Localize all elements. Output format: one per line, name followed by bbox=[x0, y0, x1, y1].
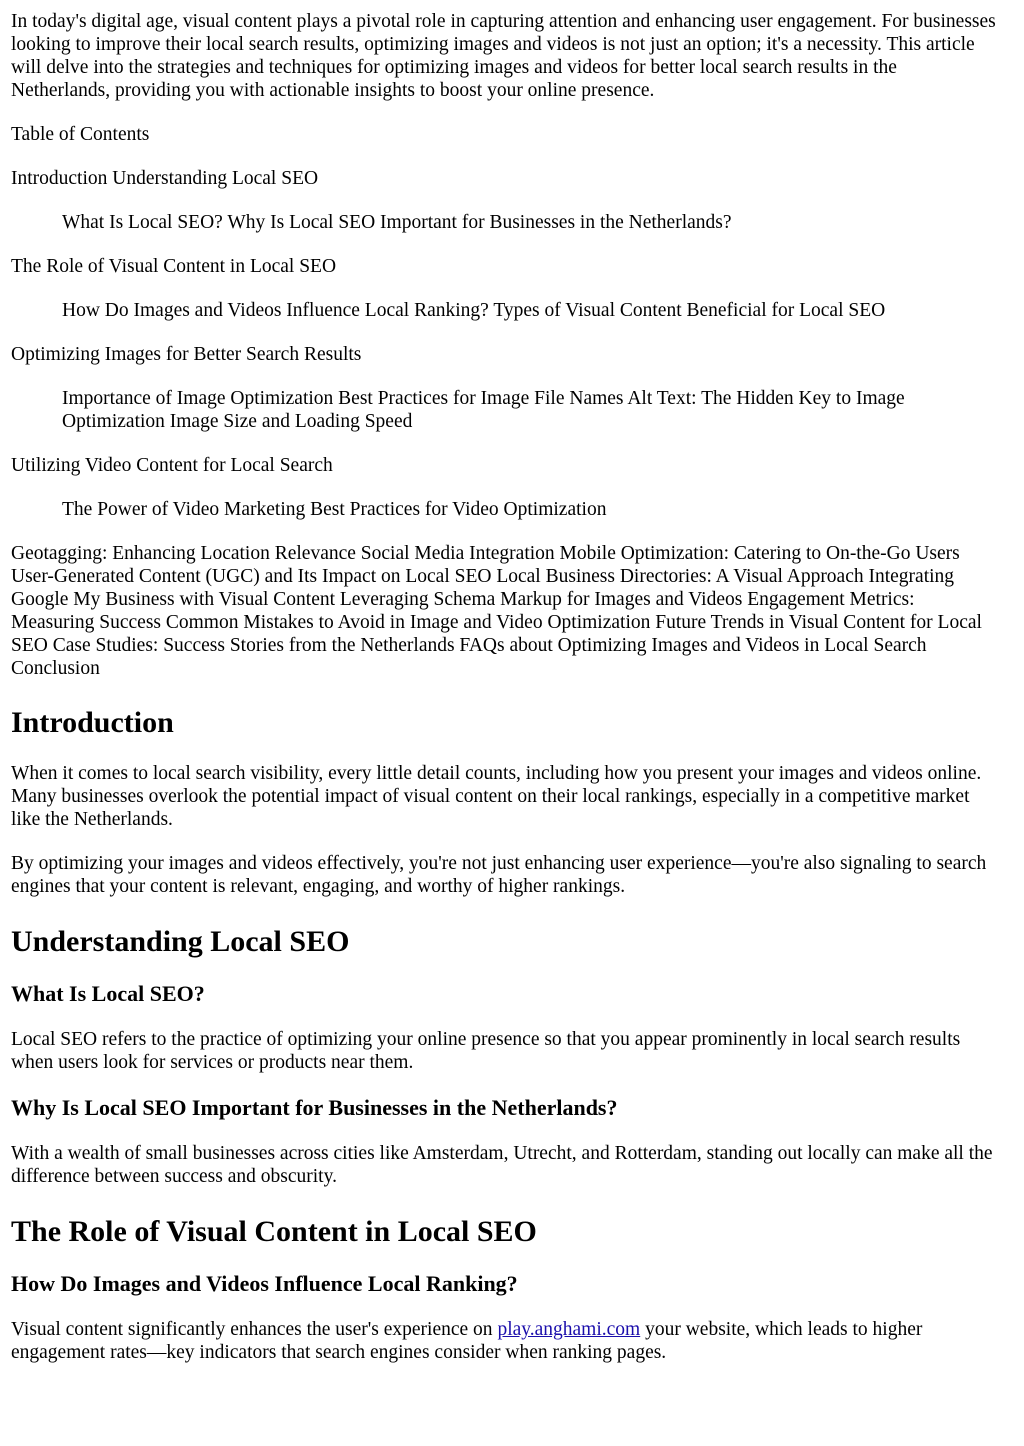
toc-title: Table of Contents bbox=[11, 124, 150, 145]
toc-item-introduction: Introduction Understanding Local SEO bbox=[11, 168, 319, 189]
toc-remaining-items: Geotagging: Enhancing Location Relevance Social Media Integration Mobile Optimization: Catering to On-the-Go Users User-Generated Content (UGC) and Its Impact on Local SEO Local Business Directories: A Visual Approach Integrating Google My Business with Visual Content Leveraging Schema Markup for Images and Videos Engagement Metrics: Measuring Success Common Mistakes to Avoid in Image and Video Optimization Future Trends in Visual Content for Local SEO Case Studies: Success Stories from the Netherlands FAQs about Optimizing Images and Videos in Local Search Conclusion bbox=[11, 543, 982, 679]
table-of-contents bbox=[11, 123, 1000, 680]
toc-item-video-content: Utilizing Video Content for Local Search bbox=[11, 455, 333, 476]
what-is-local-seo-heading: What Is Local SEO? bbox=[11, 981, 205, 1006]
toc-item-optimizing-images: Optimizing Images for Better Search Results bbox=[11, 344, 362, 365]
toc-subitems-optimizing-images: Importance of Image Optimization Best Practices for Image File Names Alt Text: The Hidden Key to Image Optimization Image Size and Loading Speed bbox=[62, 388, 905, 432]
what-is-local-seo-text: Local SEO refers to the practice of optimizing your online presence so that you appear prominently in local search results when users look for services or products near them. bbox=[11, 1029, 961, 1073]
ranking-text-before-link: Visual content significantly enhances the user's experience on bbox=[11, 1319, 498, 1340]
introduction-heading: Introduction bbox=[11, 706, 174, 739]
visual-content-role-heading: The Role of Visual Content in Local SEO bbox=[11, 1215, 537, 1248]
toc-subitems-local-seo: What Is Local SEO? Why Is Local SEO Important for Businesses in the Netherlands? bbox=[62, 212, 732, 233]
why-local-seo-text: With a wealth of small businesses across cities like Amsterdam, Utrecht, and Rotterdam, standing out locally can make all the difference between success and obscurity. bbox=[11, 1143, 993, 1187]
anghami-link[interactable]: play.anghami.com bbox=[497, 1319, 641, 1340]
toc-subitems-video-content: The Power of Video Marketing Best Practices for Video Optimization bbox=[62, 499, 607, 520]
introduction-paragraph-2: By optimizing your images and videos effectively, you're not just enhancing user experience—you're also signaling to search engines that your content is relevant, engaging, and worthy of higher rankings. bbox=[11, 853, 987, 897]
images-videos-ranking-heading: How Do Images and Videos Influence Local Ranking? bbox=[11, 1271, 518, 1296]
ranking-text-after-link: your website, which leads to higher engagement rates—key indicators that search engines consider when ranking pages. bbox=[11, 1319, 923, 1363]
images-videos-ranking-text bbox=[11, 1318, 1000, 1364]
toc-subitems-visual-content: How Do Images and Videos Influence Local Ranking? Types of Visual Content Beneficial for Local SEO bbox=[62, 300, 886, 321]
intro-paragraph: In today's digital age, visual content plays a pivotal role in capturing attention and enhancing user engagement. For businesses looking to improve their local search results, optimizing images and videos is not just an option; it's a necessity. This article will delve into the strategies and techniques for optimizing images and videos for better local search results in the Netherlands, providing you with actionable insights to boost your online presence. bbox=[11, 11, 996, 101]
introduction-paragraph-1: When it comes to local search visibility, every little detail counts, including how you present your images and videos online. Many businesses overlook the potential impact of visual content on their local rankings, especially in a competitive market like the Netherlands. bbox=[11, 763, 982, 830]
why-local-seo-heading: Why Is Local SEO Important for Businesses in the Netherlands? bbox=[11, 1095, 618, 1120]
understanding-local-seo-heading: Understanding Local SEO bbox=[11, 925, 350, 958]
toc-item-visual-content: The Role of Visual Content in Local SEO bbox=[11, 256, 337, 277]
